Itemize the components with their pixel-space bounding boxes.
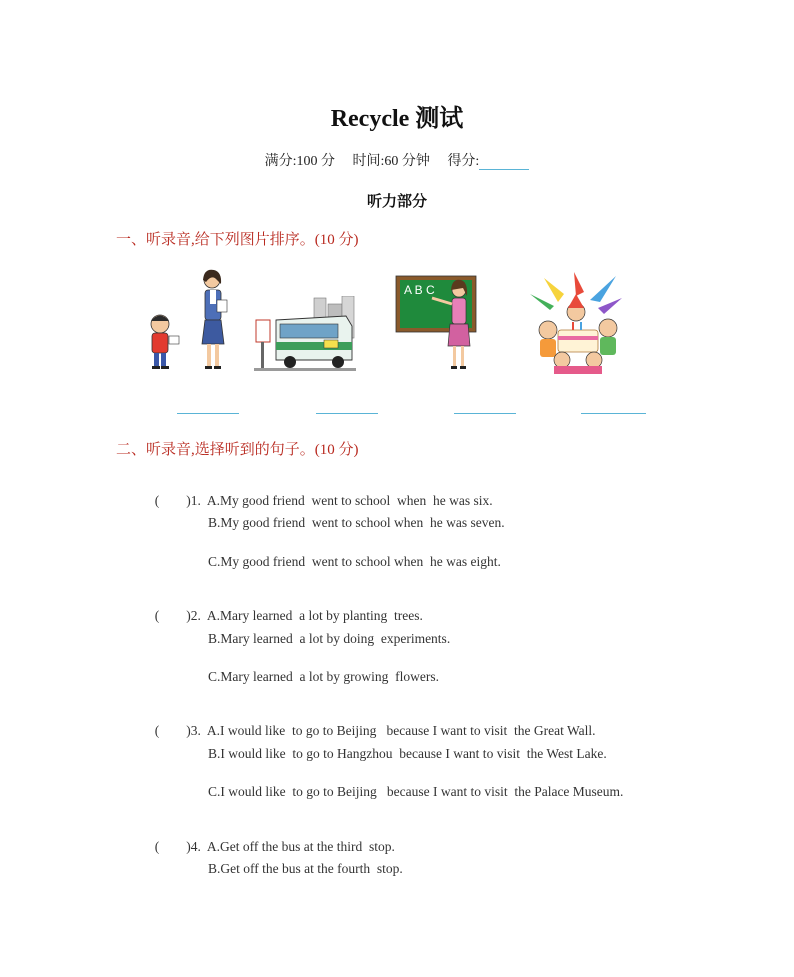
question-2-prefix[interactable]: ( )2.	[154, 608, 201, 623]
answer-blank-3[interactable]	[454, 413, 516, 414]
section2-heading: 二、听录音,选择听到的句子。(10 分)	[116, 442, 359, 458]
question-2-option-c: C.Mary learned a lot by growing flowers.	[208, 669, 439, 684]
question-3-option-c: C.I would like to go to Beijing because I want to visit the Palace Museum.	[208, 784, 624, 799]
question-2	[148, 592, 423, 624]
birthday-party-picture	[528, 272, 624, 374]
question-2-option-b: B.Mary learned a lot by doing experiments.	[208, 631, 451, 646]
question-4	[148, 823, 395, 855]
question-3	[148, 707, 595, 739]
section1-heading: 一、听录音,给下列图片排序。(10 分)	[116, 232, 359, 248]
page-title: Recycle 测试	[330, 106, 464, 132]
question-1	[148, 477, 493, 509]
question-3-option-a: A.I would like to go to Beijing because I want to visit the Great Wall.	[206, 723, 596, 738]
question-4-option-a: A.Get off the bus at the third stop.	[206, 839, 395, 854]
question-1-option-a: A.My good friend went to school when he was six.	[206, 493, 493, 508]
answer-blank-1[interactable]	[177, 413, 239, 414]
bus-picture	[254, 296, 356, 372]
answer-blank-2[interactable]	[316, 413, 378, 414]
boy-and-teacher-picture	[142, 266, 242, 374]
question-3-option-b: B.I would like to go to Hangzhou because I want to visit the West Lake.	[208, 746, 607, 761]
question-2-option-a: A.Mary learned a lot by planting trees.	[206, 608, 423, 623]
blackboard-text: A B C	[404, 283, 435, 297]
question-4-prefix[interactable]: ( )4.	[154, 839, 201, 854]
full-marks: 满分:100 分	[264, 154, 336, 169]
score-label: 得分:	[447, 154, 480, 169]
answer-blank-4[interactable]	[581, 413, 646, 414]
question-4-option-b: B.Get off the bus at the fourth stop.	[208, 861, 403, 876]
question-1-option-b: B.My good friend went to school when he was seven.	[208, 515, 505, 530]
question-3-prefix[interactable]: ( )3.	[154, 723, 201, 738]
part-title: 听力部分	[366, 194, 427, 210]
time-limit: 时间:60 分钟	[352, 154, 430, 169]
score-blank[interactable]	[479, 155, 529, 170]
teacher-blackboard-picture	[394, 274, 480, 374]
score-info	[0, 150, 794, 170]
question-1-prefix[interactable]: ( )1.	[154, 493, 201, 508]
question-1-option-c: C.My good friend went to school when he was eight.	[208, 554, 501, 569]
